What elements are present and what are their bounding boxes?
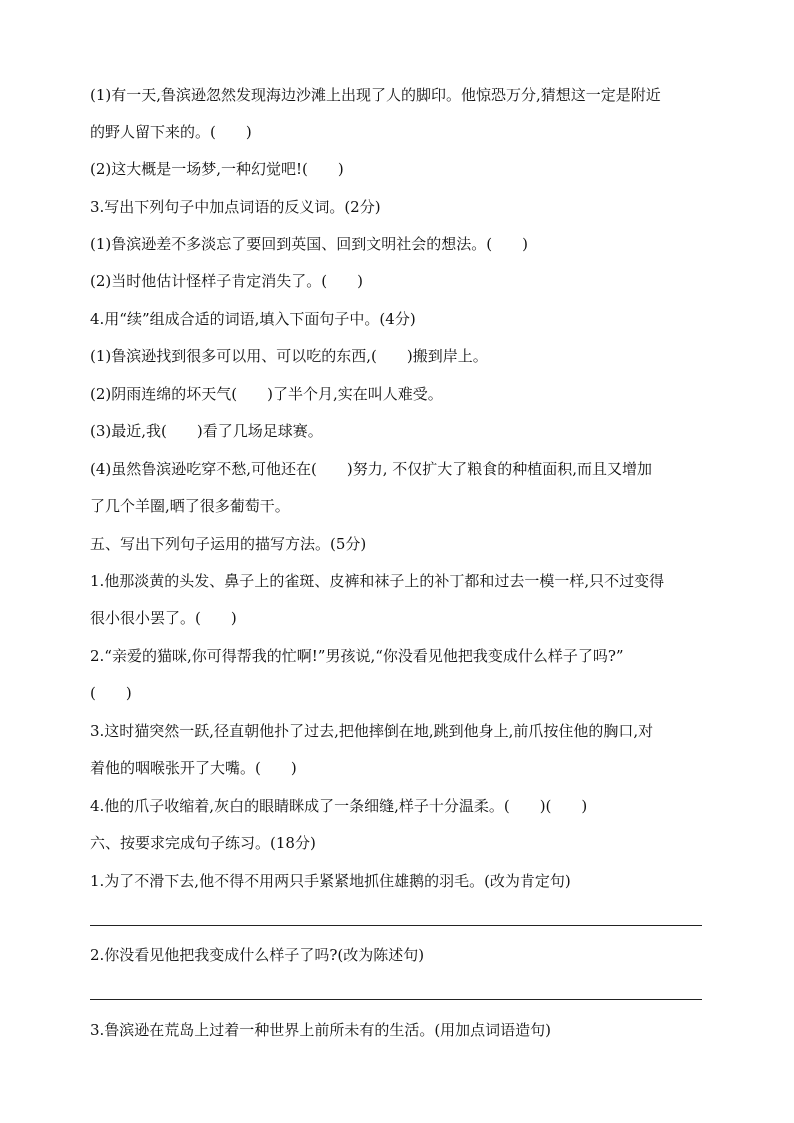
section-5-heading: 五、写出下列句子运用的描写方法。(5分) <box>90 535 367 553</box>
text-line-9: (2)阴雨连绵的坏天气( )了半个月,实在叫人难受。 <box>90 385 443 403</box>
answer-line-2[interactable] <box>90 999 702 1000</box>
text-line-16: 2.“亲爱的猫咪,你可得帮我的忙啊!”男孩说,“你没看见他把我变成什么样子了吗?” <box>90 647 624 665</box>
question-4-heading: 4.用“续”组成合适的词语,填入下面句子中。(4分) <box>90 310 416 328</box>
answer-line-1[interactable] <box>90 925 702 926</box>
text-line-24: 3.鲁滨逊在荒岛上过着一种世界上前所未有的生活。(用加点词语造句) <box>90 1021 552 1039</box>
text-line-18: 3.这时猫突然一跃,径直朝他扑了过去,把他摔倒在地,跳到他身上,前爪按住他的胸口,对 <box>90 722 654 740</box>
text-line-11: (4)虽然鲁滨逊吃穿不愁,可他还在( )努力, 不仅扩大了粮食的种植面积,而且又增加 <box>90 460 653 478</box>
text-line-12: 了几个羊圈,晒了很多葡萄干。 <box>90 497 290 515</box>
text-line-17: ( ) <box>90 684 132 702</box>
text-line-23: 2.你没看见他把我变成什么样子了吗?(改为陈述句) <box>90 946 425 964</box>
text-line-10: (3)最近,我( )看了几场足球赛。 <box>90 422 323 440</box>
text-line-22: 1.为了不滑下去,他不得不用两只手紧紧地抓住雄鹅的羽毛。(改为肯定句) <box>90 872 571 890</box>
text-line-8: (1)鲁滨逊找到很多可以用、可以吃的东西,( )搬到岸上。 <box>90 347 488 365</box>
text-line-6: (2)当时他估计怪样子肯定消失了。( ) <box>90 272 363 290</box>
section-6-heading: 六、按要求完成句子练习。(18分) <box>90 834 316 852</box>
text-line-15: 很小很小罢了。( ) <box>90 609 237 627</box>
text-line-14: 1.他那淡黄的头发、鼻子上的雀斑、皮裤和袜子上的补丁都和过去一模一样,只不过变得 <box>90 572 665 590</box>
text-line-1: (1)有一天,鲁滨逊忽然发现海边沙滩上出现了人的脚印。他惊恐万分,猜想这一定是附近 <box>90 86 661 104</box>
question-3-heading: 3.写出下列句子中加点词语的反义词。(2分) <box>90 198 381 216</box>
text-line-19: 着他的咽喉张开了大嘴。( ) <box>90 759 297 777</box>
text-line-5: (1)鲁滨逊差不多淡忘了要回到英国、回到文明社会的想法。( ) <box>90 235 528 253</box>
text-line-3: (2)这大概是一场梦,一种幻觉吧!( ) <box>90 160 344 178</box>
text-line-20: 4.他的爪子收缩着,灰白的眼睛眯成了一条细缝,样子十分温柔。( )( ) <box>90 797 588 815</box>
text-line-2: 的野人留下来的。( ) <box>90 123 252 141</box>
